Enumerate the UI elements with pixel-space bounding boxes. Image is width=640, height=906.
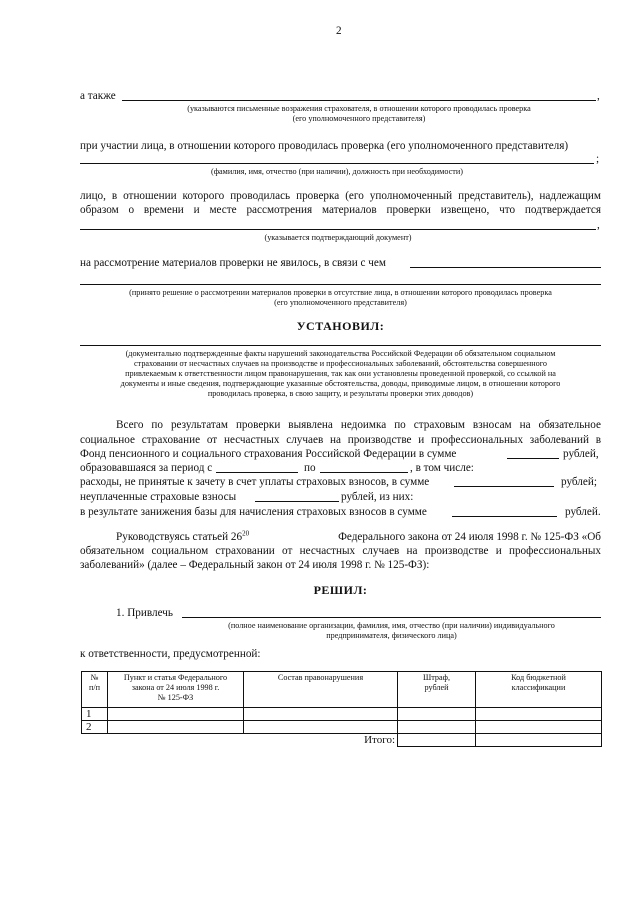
not-appeared-fill-line [410, 267, 601, 268]
totals-period-to-field [320, 472, 408, 473]
totals-unpaid-unit: рублей, из них: [341, 491, 414, 503]
guided-line-3: заболеваний» (далее – Федеральный закон от 24 июля 1998 г. № 125-ФЗ): [80, 559, 430, 571]
table-total-row [82, 734, 602, 747]
liability-table [81, 671, 602, 747]
established-caption: (документально подтвержденные факты нарушений законодательства Российской Федерации об обязательном социальном [125, 349, 556, 358]
also-caption: (его уполномоченного представителя) [292, 114, 426, 123]
also-caption: (указываются письменные возражения страхователя, в отношении которого проводилась проверка [187, 104, 531, 113]
established-caption: страховании от несчастных случаев на производстве и профессиональных заболеваний, обстоятельства совершенного [134, 359, 547, 368]
table-row [82, 721, 602, 734]
totals-line-1: Всего по результатам проверки выявлена недоимка по страховым взносам на обязательное [116, 419, 601, 431]
totals-understated-label: в результате занижения базы для начисления страховых взносов в сумме [80, 506, 427, 518]
page-number: 2 [336, 25, 342, 37]
col-header-budget-code: Код бюджетной классификации [476, 672, 602, 708]
established-caption: проводилась проверка, в свою защиту, и результаты проверки этих доводов) [207, 389, 474, 398]
participation-text: при участии лица, в отношении которого проводилась проверка (его уполномоченного представителя) [80, 140, 569, 152]
also-trailing: , [597, 90, 600, 102]
total-label: Итого: [82, 734, 398, 747]
established-caption: привлекаемым к ответственности лицом правонарушения, так как они установлены проведенной проверкой, со ссылкой на [125, 369, 556, 378]
notified-caption: (указывается подтверждающий документ) [264, 233, 412, 242]
total-fine-cell [398, 734, 476, 747]
totals-understated-unit: рублей. [565, 506, 601, 518]
totals-period-from-field [216, 472, 298, 473]
decided-liability: к ответственности, предусмотренной: [80, 648, 261, 660]
also-fill-line [122, 100, 596, 101]
guided-line-1 [116, 530, 601, 544]
totals-amount-field [507, 458, 559, 459]
totals-period-suffix: , в том числе: [410, 462, 474, 474]
decided-caption: предпринимателя, физического лица) [326, 631, 457, 640]
not-appeared-caption: (его уполномоченного представителя) [274, 298, 407, 307]
notified-trailing: , [597, 219, 600, 231]
established-fill-line [80, 345, 601, 346]
totals-expenses-label: расходы, не принятые к зачету в счет уплаты страховых взносов, в сумме [80, 476, 430, 488]
row-article-cell [108, 708, 244, 721]
totals-period-to-label: по [304, 462, 316, 474]
table-header-row [82, 672, 602, 708]
totals-expenses-field [454, 486, 554, 487]
row-fine-cell [398, 708, 476, 721]
not-appeared-caption: (принято решение о рассмотрении материалов проверки в отсутствие лица, в отношении которого проводилась проверка [129, 288, 552, 297]
table-row [82, 708, 602, 721]
col-header-article: Пункт и статья Федерального закона от 24 июля 1998 г. № 125-ФЗ [108, 672, 244, 708]
participation-caption: (фамилия, имя, отчество (при наличии), должность при необходимости) [211, 167, 463, 176]
established-heading: УСТАНОВИЛ: [296, 319, 385, 333]
guided-line-1-b: Федерального закона от 24 июля 1998 г. № 125-ФЗ «Об [338, 531, 601, 543]
row-number: 2 [82, 721, 108, 734]
totals-unpaid-label: неуплаченные страховые взносы [80, 491, 237, 503]
row-budget-code-cell [476, 721, 602, 734]
not-appeared-text: на рассмотрение материалов проверки не явилось, в связи с чем [80, 257, 386, 269]
row-number: 1 [82, 708, 108, 721]
not-appeared-fill-line-2 [80, 284, 601, 285]
totals-line-2: социальное страхование от несчастных случаев на производстве и профессиональных заболеваний в [80, 434, 601, 446]
also-label: а также [80, 90, 116, 102]
total-budget-code-cell [476, 734, 602, 747]
col-header-number: № п/п [82, 672, 108, 708]
guided-line-1-a: Руководствуясь статьей $26^{20}$ [116, 529, 250, 543]
totals-period-label: образовавшаяся за период с [80, 462, 213, 474]
totals-line-3-unit: рублей, [563, 448, 599, 460]
guided-line-2: обязательном социальном страховании от несчастных случаев на производстве и профессиональных [80, 545, 601, 557]
decided-heading: РЕШИЛ: [313, 583, 368, 597]
totals-expenses-unit: рублей; [561, 476, 597, 488]
established-caption: документы и иные сведения, подтверждающие указанные обстоятельства, доводы, приводимые лицом, в отношении которого [120, 379, 561, 388]
row-offense-cell [244, 721, 398, 734]
row-fine-cell [398, 721, 476, 734]
participation-trailing: ; [596, 153, 600, 165]
totals-unpaid-field [255, 501, 339, 502]
article-superscript: 20 [242, 529, 250, 538]
notified-fill-line [80, 229, 596, 230]
col-header-offense: Состав правонарушения [244, 672, 398, 708]
row-offense-cell [244, 708, 398, 721]
decided-caption: (полное наименование организации, фамилия, имя, отчество (при наличии) индивидуального [228, 621, 555, 630]
decided-item-1: 1. Привлечь [116, 607, 173, 619]
decided-fill-line [182, 617, 601, 618]
totals-line-3: Фонд пенсионного и социального страхования Российской Федерации в сумме [80, 448, 457, 460]
notified-line-1: лицо, в отношении которого проводилась проверка (его уполномоченный представитель), надлежащим [80, 190, 601, 202]
participation-fill-line [80, 163, 594, 164]
row-article-cell [108, 721, 244, 734]
notified-line-2: образом о времени и месте рассмотрения материалов проверки извещено, что подтверждается [80, 204, 601, 216]
totals-understated-field [452, 516, 557, 517]
row-budget-code-cell [476, 708, 602, 721]
col-header-fine: Штраф, рублей [398, 672, 476, 708]
